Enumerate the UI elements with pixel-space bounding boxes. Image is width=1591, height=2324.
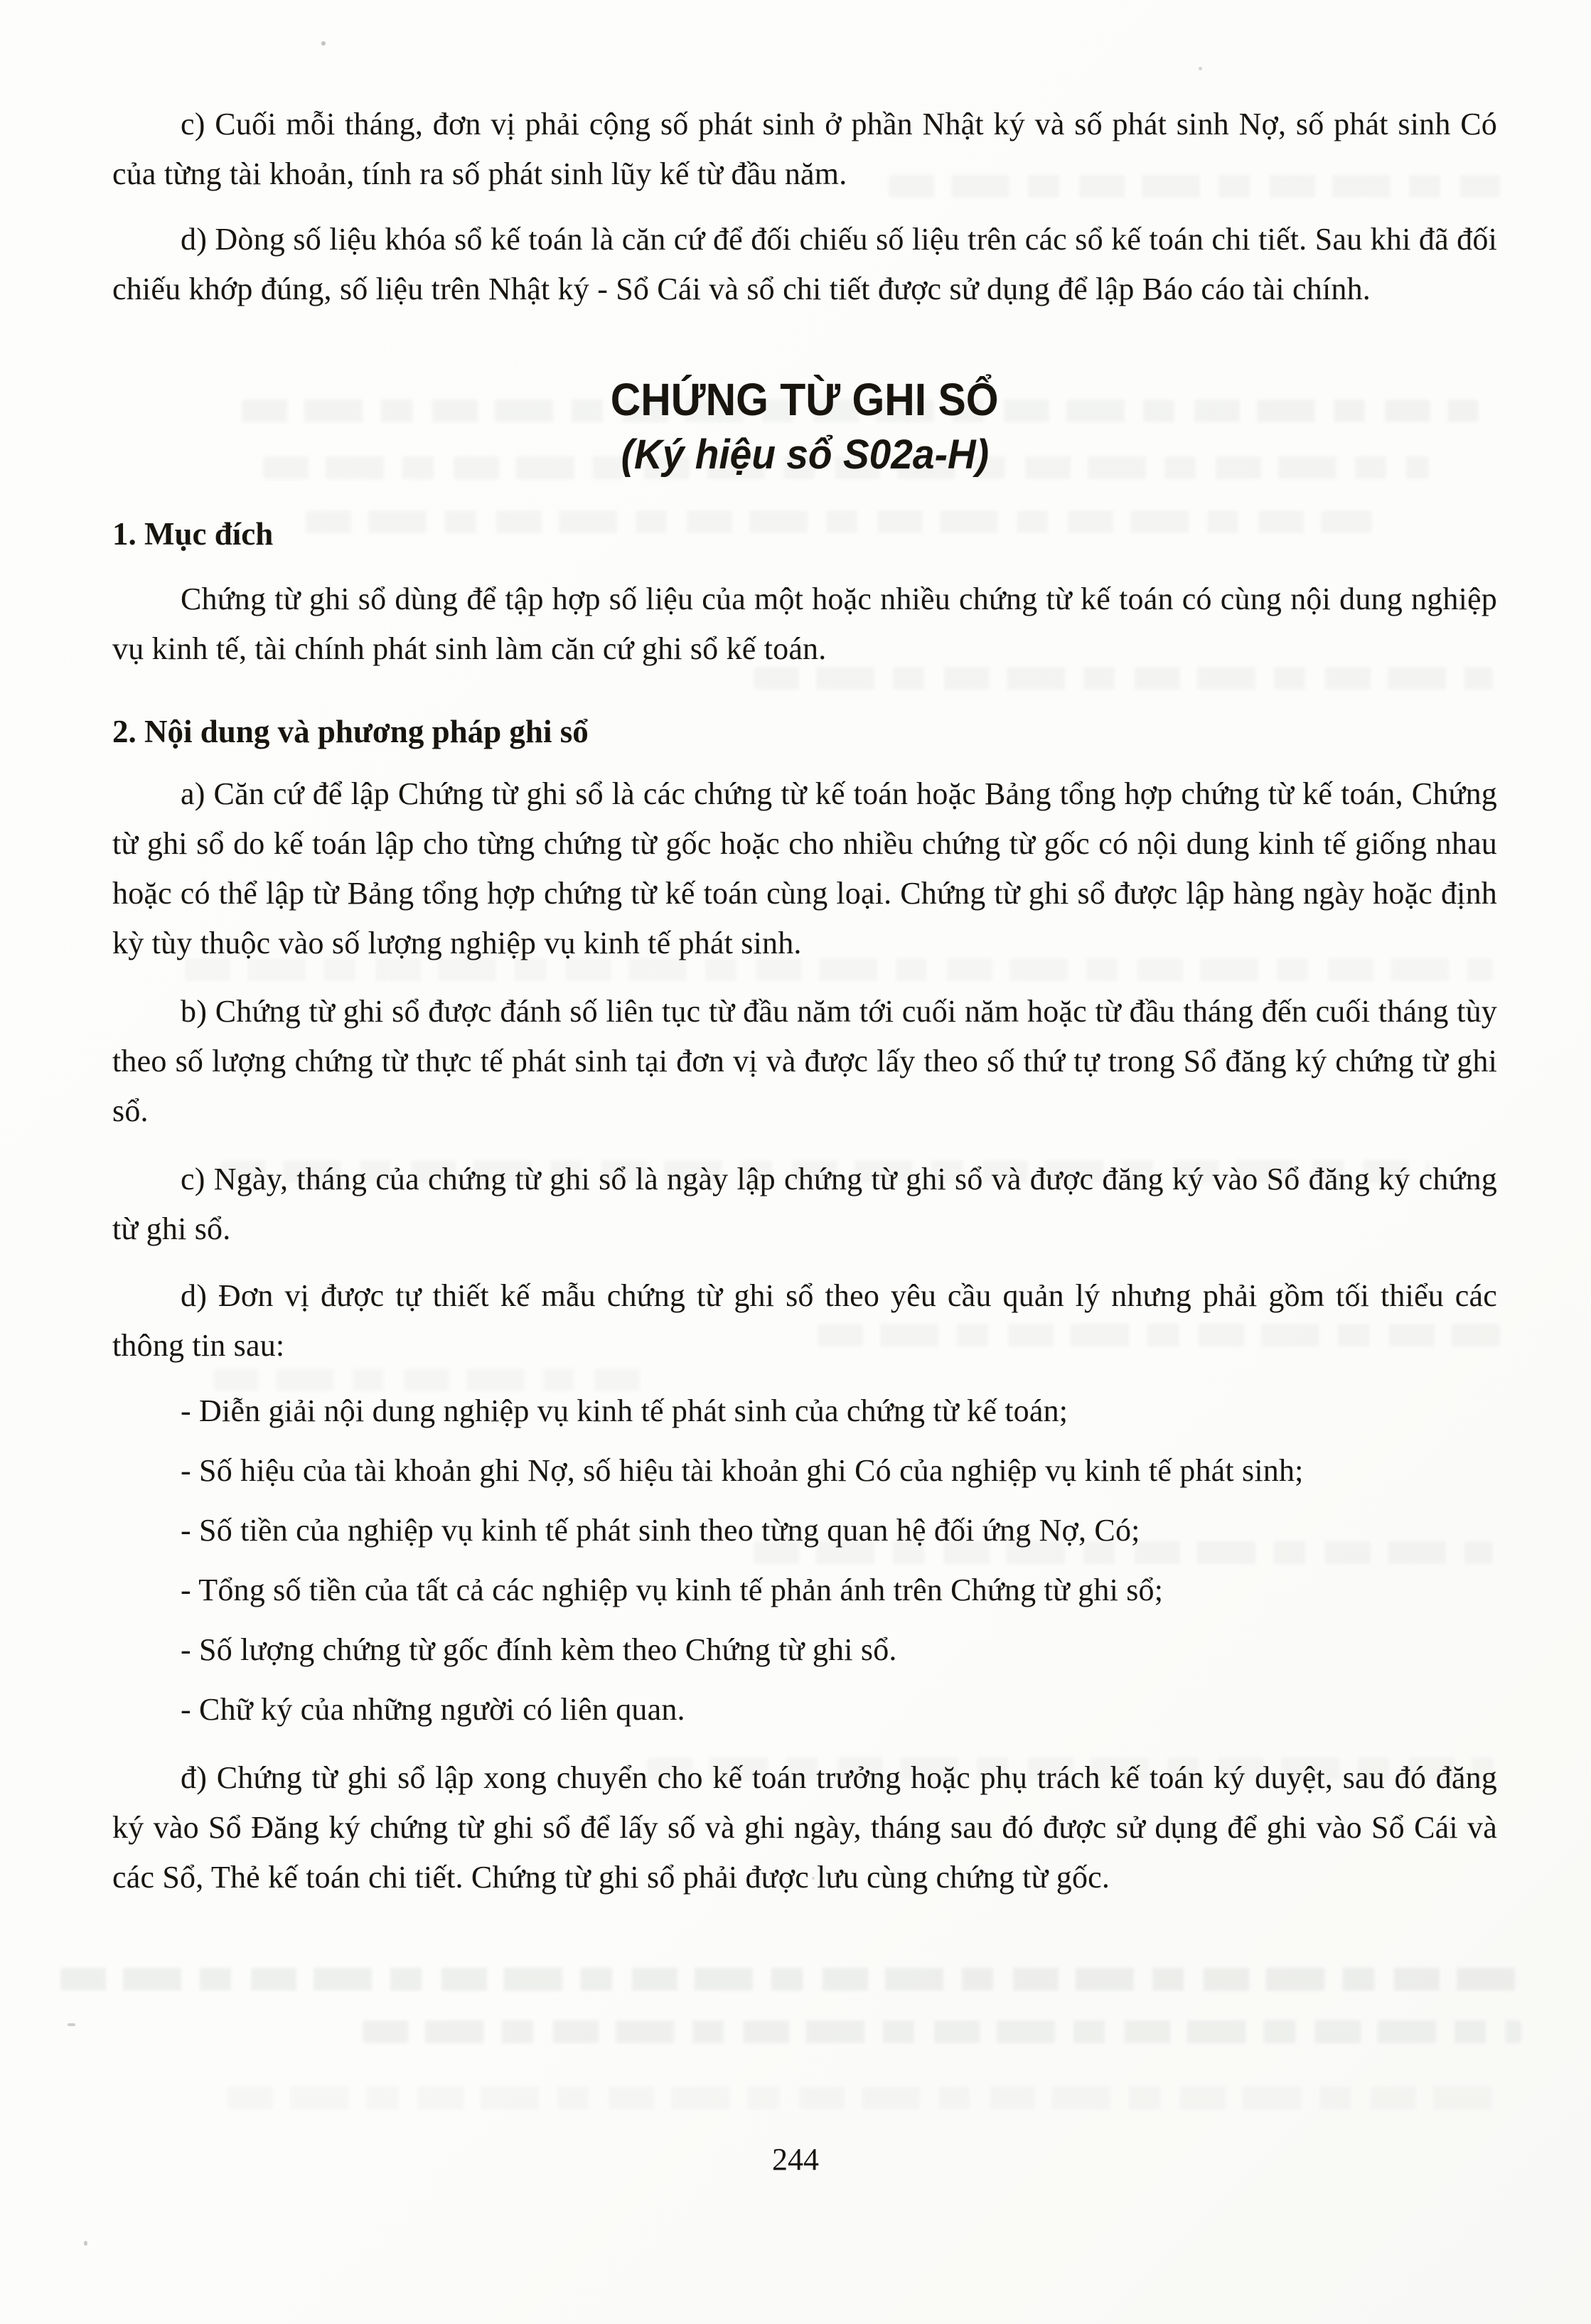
scan-speck <box>1199 67 1202 70</box>
required-info-bullet-list <box>112 1386 1497 1735</box>
bullet-item: - Chữ ký của những người có liên quan. <box>181 1692 685 1727</box>
paragraph-purpose-body: Chứng từ ghi sổ dùng để tập hợp số liệu của một hoặc nhiều chứng từ kế toán có cùng nội dung nghiệp vụ kinh tế, tài chính phát sinh làm căn cứ ghi sổ kế toán. <box>112 582 1497 666</box>
document-subtitle: (Ký hiệu sổ S02a-H) <box>621 432 989 478</box>
bullet-item: - Tổng số tiền của tất cả các nghiệp vụ kinh tế phản ánh trên Chứng từ ghi sổ; <box>181 1573 1164 1607</box>
document-title: CHỨNG TỪ GHI SỔ <box>611 374 999 425</box>
bleedthrough-artifact <box>363 2020 1521 2043</box>
paragraph-method-a: a) Căn cứ để lập Chứng từ ghi sổ là các chứng từ kế toán hoặc Bảng tổng hợp chứng từ kế toán, Chứng từ ghi sổ do kế toán lập cho từng chứng từ gốc hoặc cho nhiều chứng từ gốc có nội dung kinh tế giống nhau hoặc có thể lập từ Bảng tổng hợp chứng từ kế toán cùng loại. Chứng từ ghi sổ được lập hàng ngày hoặc định kỳ tùy thuộc vào số lượng nghiệp vụ kinh tế phát sinh. <box>112 776 1497 960</box>
text-column <box>112 100 1497 1902</box>
bleedthrough-artifact <box>60 1968 1518 1991</box>
section-heading-method: 2. Nội dung và phương pháp ghi sổ <box>112 714 589 749</box>
scan-speck <box>68 2023 75 2026</box>
bullet-item: - Số tiền của nghiệp vụ kinh tế phát sinh theo từng quan hệ đối ứng Nợ, Có; <box>181 1513 1140 1548</box>
document-title-block <box>112 373 1497 483</box>
paragraph-method-dd: đ) Chứng từ ghi sổ lập xong chuyển cho kế toán trưởng hoặc phụ trách kế toán ký duyệt, sau đó đăng ký vào Sổ Đăng ký chứng từ ghi sổ để lấy số và ghi ngày, tháng sau đó được sử dụng để ghi vào Sổ Cái và các Sổ, Thẻ kế toán chi tiết. Chứng từ ghi sổ phải được lưu cùng chứng từ gốc. <box>112 1760 1497 1895</box>
paragraph-intro-d: d) Dòng số liệu khóa sổ kế toán là căn cứ để đối chiếu số liệu trên các sổ kế toán chi tiết. Sau khi đã đối chiếu khớp đúng, số liệu trên Nhật ký - Sổ Cái và sổ chi tiết được sử dụng để lập Báo cáo tài chính. <box>112 222 1497 306</box>
page-number: 244 <box>772 2142 819 2177</box>
paragraph-intro-c: c) Cuối mỗi tháng, đơn vị phải cộng số phát sinh ở phần Nhật ký và số phát sinh Nợ, số phát sinh Có của từng tài khoản, tính ra số phát sinh lũy kế từ đầu năm. <box>112 107 1497 191</box>
bleedthrough-artifact <box>227 2087 1493 2109</box>
bullet-item: - Số lượng chứng từ gốc đính kèm theo Chứng từ ghi sổ. <box>181 1632 897 1667</box>
bullet-item: - Số hiệu của tài khoản ghi Nợ, số hiệu tài khoản ghi Có của nghiệp vụ kinh tế phát sinh; <box>181 1453 1304 1488</box>
scan-speck <box>84 2241 87 2246</box>
scan-speck <box>321 41 326 45</box>
section-heading-purpose: 1. Mục đích <box>112 516 274 552</box>
paragraph-method-c: c) Ngày, tháng của chứng từ ghi sổ là ngày lập chứng từ ghi sổ và được đăng ký vào Sổ đăng ký chứng từ ghi sổ. <box>112 1162 1497 1246</box>
paragraph-method-b: b) Chứng từ ghi sổ được đánh số liên tục từ đầu năm tới cuối năm hoặc từ đầu tháng đến cuối tháng tùy theo số lượng chứng từ thực tế phát sinh tại đơn vị và được lấy theo số thứ tự trong Sổ đăng ký chứng từ ghi sổ. <box>112 994 1497 1128</box>
paragraph-method-d: d) Đơn vị được tự thiết kế mẫu chứng từ ghi sổ theo yêu cầu quản lý nhưng phải gồm tối thiểu các thông tin sau: <box>112 1278 1497 1363</box>
bullet-item: - Diễn giải nội dung nghiệp vụ kinh tế phát sinh của chứng từ kế toán; <box>181 1393 1068 1428</box>
